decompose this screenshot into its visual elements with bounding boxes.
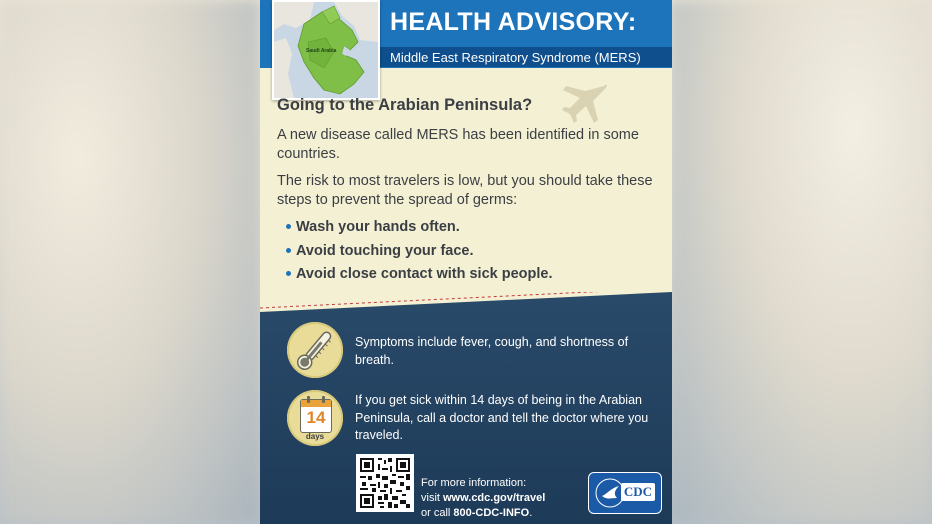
cdc-phone-number[interactable]: 800-CDC-INFO [453,507,530,519]
calendar-badge [287,390,343,446]
step-label: Avoid close contact with sick people. [296,266,553,282]
qr-code-icon [356,454,414,512]
visit-prefix: visit [421,492,443,504]
step-label: Avoid touching your face. [296,242,474,259]
more-info-visit-line [421,491,545,506]
more-info-call-line [421,506,545,521]
bullet-dot [286,248,291,253]
bullet-dot [286,271,291,276]
list-item [286,242,553,266]
map-label-saudi-arabia: Saudi Arabia [306,48,337,54]
more-info-heading: For more information: [421,477,527,489]
call-prefix: or call [421,507,454,519]
info-section [260,292,672,524]
destination-question: Going to the Arabian Peninsula? [277,96,533,114]
background-blur-right [670,0,932,524]
advisory-title: HEALTH ADVISORY: [390,8,637,36]
cdc-logo-text: CDC [621,483,655,501]
thermometer-icon [287,322,343,378]
bullet-dot [286,224,291,229]
calendar-days-label: days [305,432,325,441]
list-item [286,265,553,289]
cdc-travel-link[interactable]: www.cdc.gov/travel [443,492,546,504]
list-item [286,218,553,242]
step-label: Wash your hands often. [296,219,460,235]
middle-east-map [272,0,380,100]
qr-code[interactable] [356,454,414,512]
advisory-subtitle: Middle East Respiratory Syndrome (MERS) [390,50,641,65]
background-blur-left [0,0,260,524]
symptoms-text: Symptoms include fever, cough, and shortness of breath. [355,335,629,367]
prevention-steps-list [286,218,553,289]
more-info-block [421,476,545,521]
calendar-icon [300,399,332,433]
sick-instructions-text: If you get sick within 14 days of being in the Arabian Peninsula, call a doctor and tell the doctor where you traveled. [355,393,649,442]
intro-paragraph: A new disease called MERS has been identified in some countries. [277,127,639,162]
calendar-ring [322,396,325,403]
calendar-header [301,400,331,407]
calendar-number: 14 [306,408,326,427]
risk-paragraph: The risk to most travelers is low, but you should take these steps to prevent the spread of germs: [277,173,653,208]
calendar-ring [307,396,310,403]
cdc-logo [588,472,662,514]
health-advisory-poster [260,0,672,524]
thermometer-badge [287,322,343,378]
airplane-icon [556,80,608,124]
call-suffix: . [529,507,533,519]
